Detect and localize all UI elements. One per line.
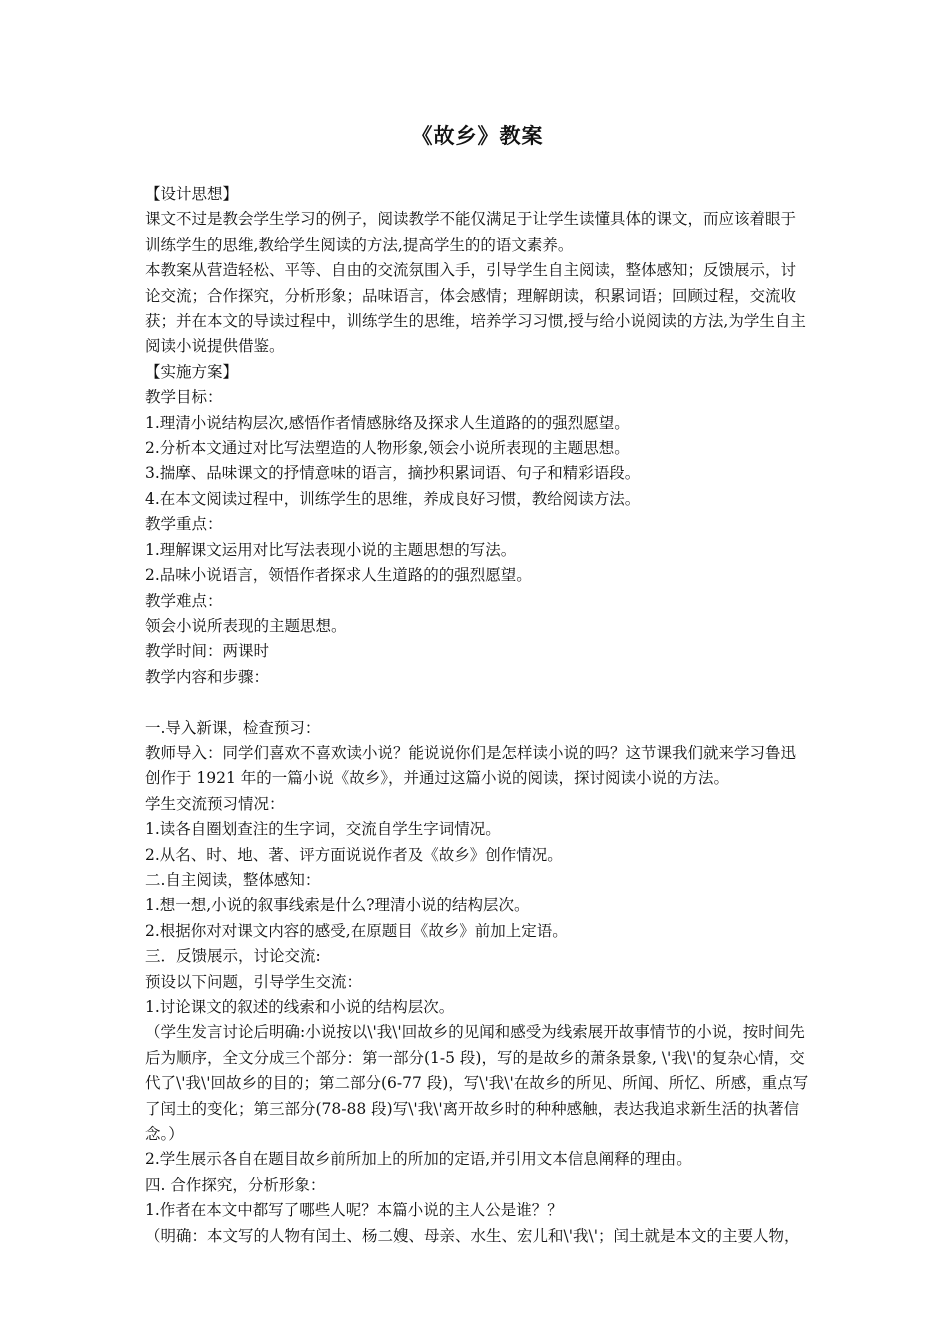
paragraph: 1.讨论课文的叙述的线索和小说的结构层次。 [145, 997, 455, 1016]
paragraph: 预设以下问题，引导学生交流： [145, 972, 363, 991]
paragraph: 2.根据你对对课文内容的感受,在原题目《故乡》前加上定语。 [145, 921, 568, 940]
paragraph: 2.从名、时、地、著、评方面说说作者及《故乡》创作情况。 [145, 845, 563, 864]
document-page [145, 120, 810, 1249]
paragraph: 教学重点： [145, 515, 223, 534]
paragraph: 1.想一想,小说的叙事线索是什么?理清小说的结构层次。 [145, 896, 530, 915]
paragraph: 教师导入：同学们喜欢不喜欢读小说？能说说你们是怎样读小说的吗？这节课我们就来学习鲁迅创作于 1921 年的一篇小说《故乡》，并通过这篇小说的阅读，探讨阅读小说的方法。 [145, 743, 797, 788]
paragraph: 【设计思想】 [145, 185, 239, 203]
paragraph: 3.揣摩、品味课文的抒情意味的语言，摘抄积累词语、句子和精彩语段。 [145, 464, 641, 483]
paragraph: 三．反馈展示，讨论交流: [145, 947, 321, 966]
paragraph: 教学时间：两课时 [145, 642, 270, 661]
document-body [145, 182, 810, 1249]
paragraph: 教学内容和步骤： [145, 667, 270, 686]
paragraph: 1.读各自圈划查注的生字词，交流自学生字词情况。 [145, 820, 501, 839]
paragraph: 2.学生展示各自在题目故乡前所加上的所加的定语,并引用文本信息阐释的理由。 [145, 1150, 692, 1169]
paragraph: 四. 合作探究，分析形象： [145, 1175, 326, 1194]
paragraph: 1.作者在本文中都写了哪些人呢？本篇小说的主人公是谁？？ [145, 1201, 563, 1220]
paragraph: 1.理解课文运用对比写法表现小说的主题思想的写法。 [145, 540, 517, 559]
paragraph: 2.分析本文通过对比写法塑造的人物形象,领会小说所表现的主题思想。 [145, 439, 630, 458]
paragraph: 教学目标： [145, 388, 223, 407]
paragraph: 二.自主阅读，整体感知： [145, 870, 321, 889]
paragraph: 学生交流预习情况： [145, 794, 285, 813]
paragraph: 一.导入新课，检查预习： [145, 718, 321, 737]
paragraph: 2.品味小说语言，领悟作者探求人生道路的的强烈愿望。 [145, 566, 532, 585]
paragraph: 1.理清小说结构层次,感悟作者情感脉络及探求人生道路的的强烈愿望。 [145, 413, 630, 432]
paragraph: （学生发言讨论后明确:小说按以\'我\'回故乡的见闻和感受为线索展开故事情节的小说，按时间先后为顺序，全文分成三个部分：第一部分(1-5 段)，写的是故乡的萧条景象, \'我\'的复杂心情，交代了\'我\'回故乡的目的；第二部分(6-77 段)，写\'我\'在故乡的所见、所闻、所忆、所感，重点写了闰土的变化；第三部分(78-88 段)写\'我\'离开故乡时的种种感触，表达我追求新生活的执著信念。） [145, 1023, 809, 1144]
paragraph: （明确：本文写的人物有闰土、杨二嫂、母亲、水生、宏儿和\'我\'；闰土就是本文的主要人物， [145, 1226, 800, 1245]
paragraph: 【实施方案】 [145, 362, 239, 381]
paragraph: 教学难点： [145, 591, 223, 610]
blank-line [145, 690, 810, 715]
paragraph: 4.在本文阅读过程中，训练学生的思维，养成良好习惯，教给阅读方法。 [145, 489, 641, 508]
paragraph: 领会小说所表现的主题思想。 [145, 616, 347, 635]
paragraph: 课文不过是教会学生学习的例子，阅读教学不能仅满足于让学生读懂具体的课文，而应该着眼于训练学生的思维,教给学生阅读的方法,提高学生的的语文素养。 [145, 210, 797, 254]
paragraph: 本教案从营造轻松、平等、自由的交流氛围入手，引导学生自主阅读，整体感知；反馈展示，讨论交流；合作探究，分析形象；品味语言，体会感情；理解朗读，积累词语；回顾过程，交流收获；并在本文的导读过程中，训练学生的思维，培养学习习惯,授与给小说阅读的方法,为学生自主阅读小说提供借鉴。 [145, 261, 806, 356]
document-title: 《故乡》教案 [411, 123, 544, 148]
